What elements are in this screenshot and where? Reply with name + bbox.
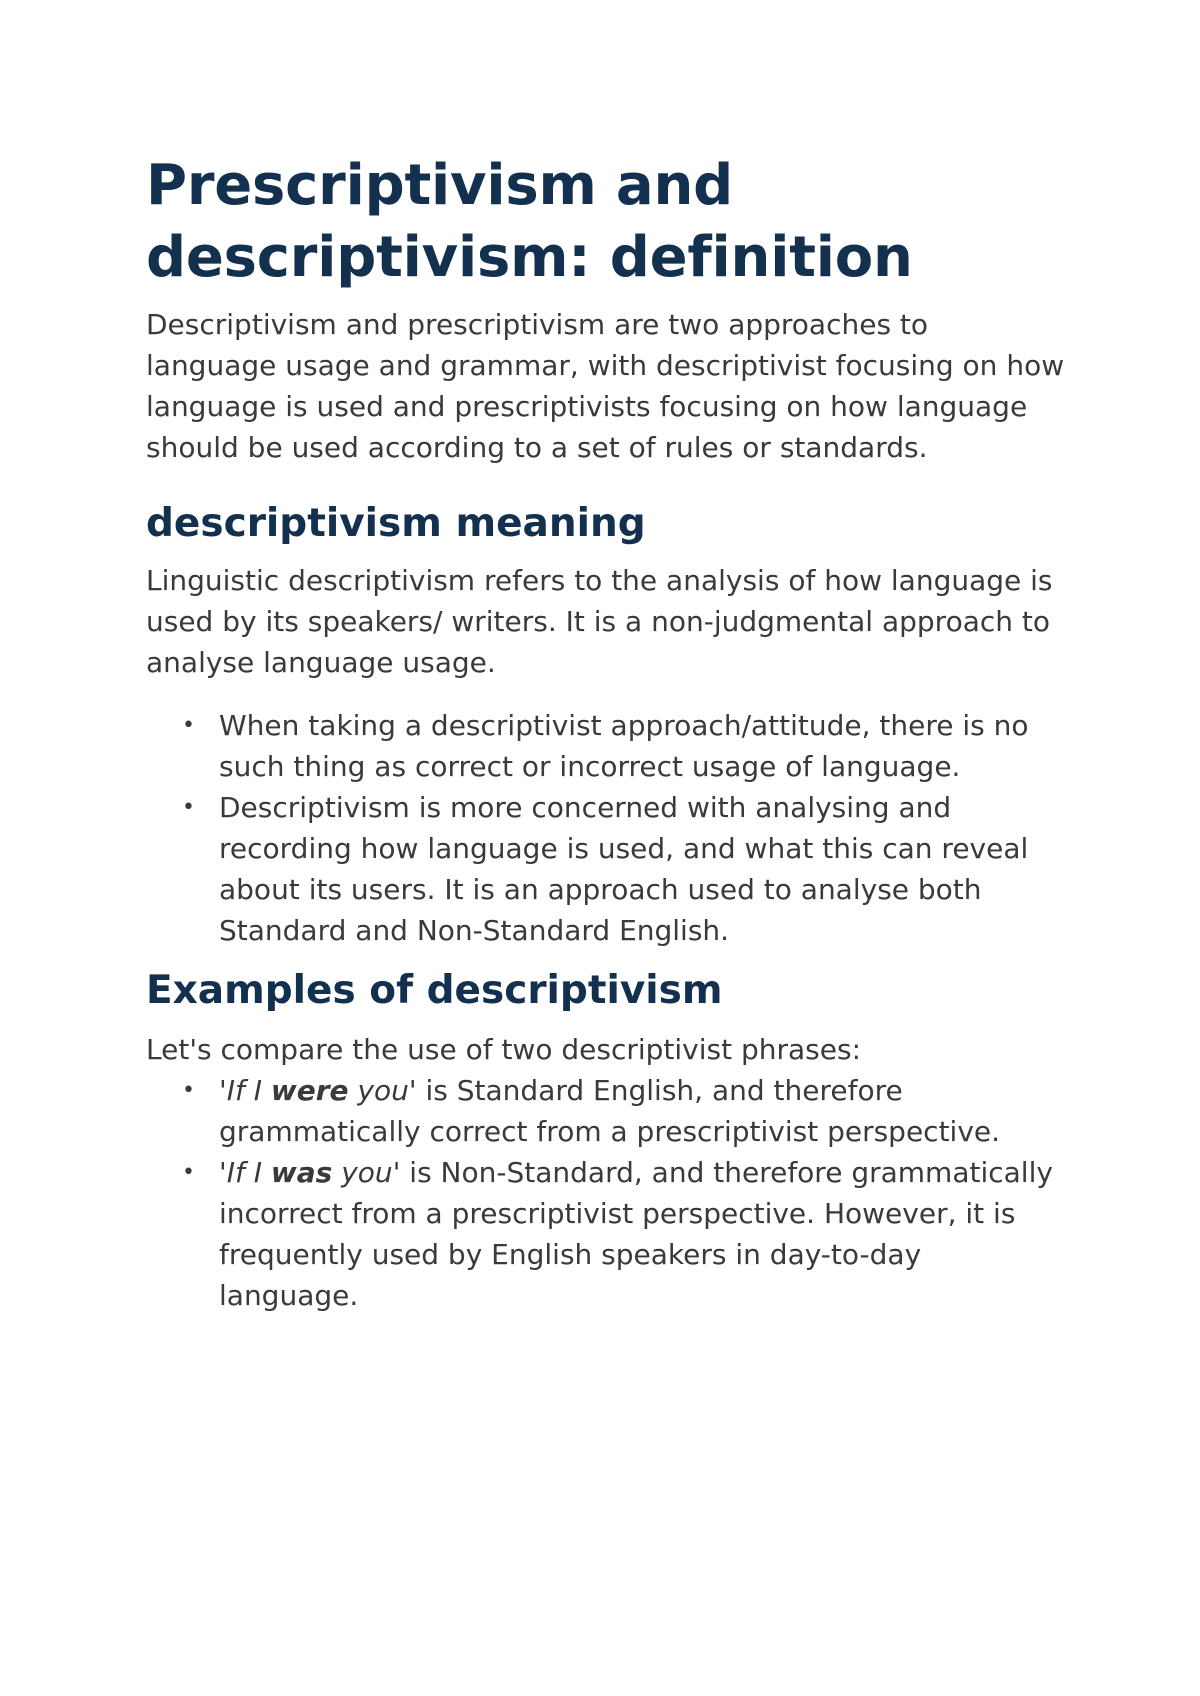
bullet-icon: • (182, 795, 195, 820)
list-item (146, 1152, 1066, 1316)
phrase-start: If I (226, 1074, 271, 1107)
list-item (146, 787, 1066, 951)
list-item (146, 705, 1066, 787)
list-item-text: When taking a descriptivist approach/attitude, there is no such thing as correct or incorrect usage of language. (219, 709, 1029, 783)
phrase-end: you (348, 1074, 409, 1107)
descriptivism-paragraph: Linguistic descriptivism refers to the analysis of how language is used by its speakers/ writers. It is a non-judgmental approach to analyse language usage. (146, 564, 1053, 679)
phrase-verb: were (270, 1074, 349, 1107)
list-item (146, 1070, 1066, 1152)
bullet-icon: • (182, 713, 195, 738)
document-page (146, 150, 1066, 1316)
example-phrase (227, 1074, 409, 1107)
examples-heading: Examples of descriptivism (146, 968, 723, 1013)
example-text (219, 1074, 1000, 1148)
example-explanation: ' is Standard English, and therefore grammatically correct from a prescriptivist perspective. (219, 1074, 1001, 1148)
descriptivism-heading: descriptivism meaning (146, 501, 646, 546)
bullet-icon: • (182, 1160, 195, 1185)
examples-list (146, 1070, 1066, 1316)
page-title: Prescriptivism and descriptivism: definition (146, 153, 913, 290)
phrase-end: you (332, 1156, 393, 1189)
intro-paragraph: Descriptivism and prescriptivism are two approaches to language usage and grammar, with descriptivist focusing on how language is used and prescriptivists focusing on how language should be used according to a set of rules or standards. (146, 308, 1065, 464)
quote-mark: ' (219, 1074, 227, 1107)
example-phrase (227, 1156, 393, 1189)
phrase-start: If I (226, 1156, 271, 1189)
phrase-verb: was (270, 1156, 333, 1189)
example-text (219, 1156, 1053, 1312)
example-explanation: ' is Non-Standard, and therefore grammatically incorrect from a prescriptivist perspective. However, it is frequently used by English speakers in day-to-day language. (219, 1156, 1053, 1312)
quote-mark: ' (219, 1156, 227, 1189)
list-item-text: Descriptivism is more concerned with analysing and recording how language is used, and what this can reveal about its users. It is an approach used to analyse both Standard and Non-Standard English. (219, 791, 1029, 947)
bullet-icon: • (182, 1078, 195, 1103)
descriptivism-list (146, 705, 1066, 951)
examples-intro: Let's compare the use of two descriptivist phrases: (146, 1033, 862, 1066)
